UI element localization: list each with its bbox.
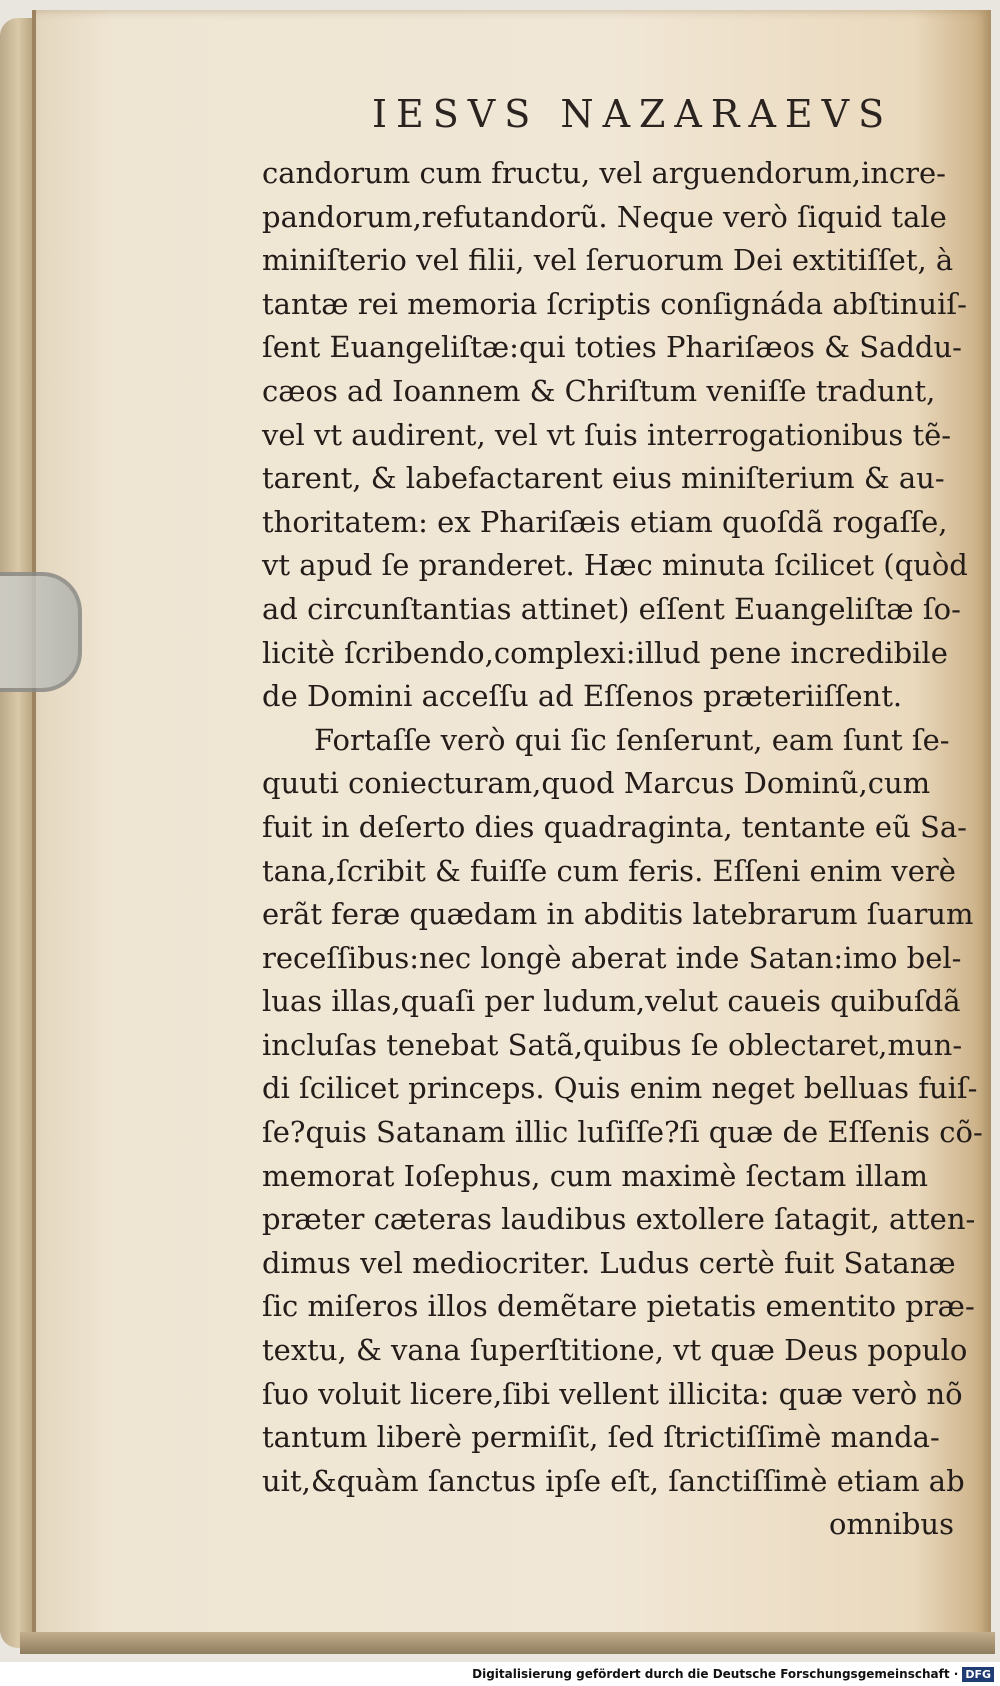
text-line: ſe?quis Satanam illic luſiſſe?ſi quæ de Eſſenis cõ-: [262, 1115, 983, 1150]
footer-text: Digitalisierung gefördert durch die Deutsche Forschungsgemeinschaft ·: [472, 1667, 959, 1681]
text-line: candorum cum fructu, vel arguendorum,incre-: [262, 156, 946, 190]
text-line: ad circunſtantias attinet) eſſent Euangeliſtæ ſo-: [262, 591, 961, 626]
text-line: receſſibus:nec longè aberat inde Satan:imo bel-: [262, 940, 962, 975]
text-line: tantum liberè permiſit, ſed ſtrictiſſimè manda-: [262, 1420, 940, 1455]
text-line: vt apud ſe pranderet. Hæc minuta ſcilicet (quòd: [262, 548, 968, 583]
text-line: quuti coniecturam,quod Marcus Dominũ,cum: [262, 766, 931, 801]
text-line: licitè ſcribendo,complexi:illud pene incredibile: [262, 635, 948, 670]
text-line: tana,ſcribit & fuiſſe cum feris. Eſſeni enim verè: [262, 853, 956, 888]
text-line: memorat Ioſephus, cum maximè ſectam illam: [262, 1158, 929, 1193]
dfg-logo: DFG: [962, 1667, 994, 1682]
catchword: omnibus: [828, 1507, 954, 1542]
body-text: [262, 152, 983, 1547]
running-title: IESVS NAZARAEVS: [372, 92, 894, 136]
text-line: vel vt audirent, vel vt ſuis interrogationibus tẽ-: [262, 417, 952, 452]
text-line: de Domini acceſſu ad Eſſenos præteriiſſent.: [262, 679, 903, 714]
text-line: fuit in deſerto dies quadraginta, tentante eũ Sa-: [262, 809, 967, 844]
text-line: ſic miſeros illos demẽtare pietatis ementito præ-: [262, 1289, 975, 1324]
paragraph-start-line: Fortaſſe verò qui ſic ſenſerunt, eam ſunt ſe-: [314, 722, 950, 757]
text-line: erãt feræ quædam in abditis latebrarum ſuarum: [262, 897, 974, 932]
page-bottom-edge: [20, 1632, 995, 1654]
text-line: præter cæteras laudibus extollere ſatagit, atten-: [262, 1202, 976, 1237]
text-line: miniſterio vel filii, vel ſeruorum Dei extitiſſet, à: [262, 243, 954, 278]
text-line: thoritatem: ex Phariſæis etiam quoſdã rogaſſe,: [262, 504, 948, 539]
clasp-icon: [0, 572, 82, 692]
text-line: uit,&quàm ſanctus ipſe eſt, ſanctiſſimè etiam ab: [262, 1463, 965, 1498]
text-line: cæos ad Ioannem & Chriſtum veniſſe tradunt,: [262, 373, 936, 408]
text-line: tantæ rei memoria ſcriptis conſignáda abſtinuiſ-: [262, 286, 967, 321]
text-line: dimus vel mediocriter. Ludus certè fuit Satanæ: [262, 1245, 956, 1280]
digitization-footer: [0, 1662, 1000, 1686]
text-line: ſent Euangeliſtæ:qui toties Phariſæos & Saddu-: [262, 330, 962, 365]
text-line: pandorum,refutandorũ. Neque verò ſiquid tale: [262, 199, 947, 234]
text-line: ſuo voluit licere,ſibi vellent illicita: quæ verò nõ: [262, 1376, 963, 1411]
text-line: incluſas tenebat Satã,quibus ſe oblectaret,mun-: [262, 1027, 963, 1062]
text-line: di ſcilicet princeps. Quis enim neget belluas fuiſ-: [262, 1071, 978, 1106]
text-line: luas illas,quaſi per ludum,velut caueis quibuſdã: [262, 984, 961, 1019]
text-line: tarent, & labefactarent eius miniſterium & au-: [262, 461, 945, 496]
text-line: textu, & vana ſuperſtitione, vt quæ Deus populo: [262, 1333, 968, 1368]
